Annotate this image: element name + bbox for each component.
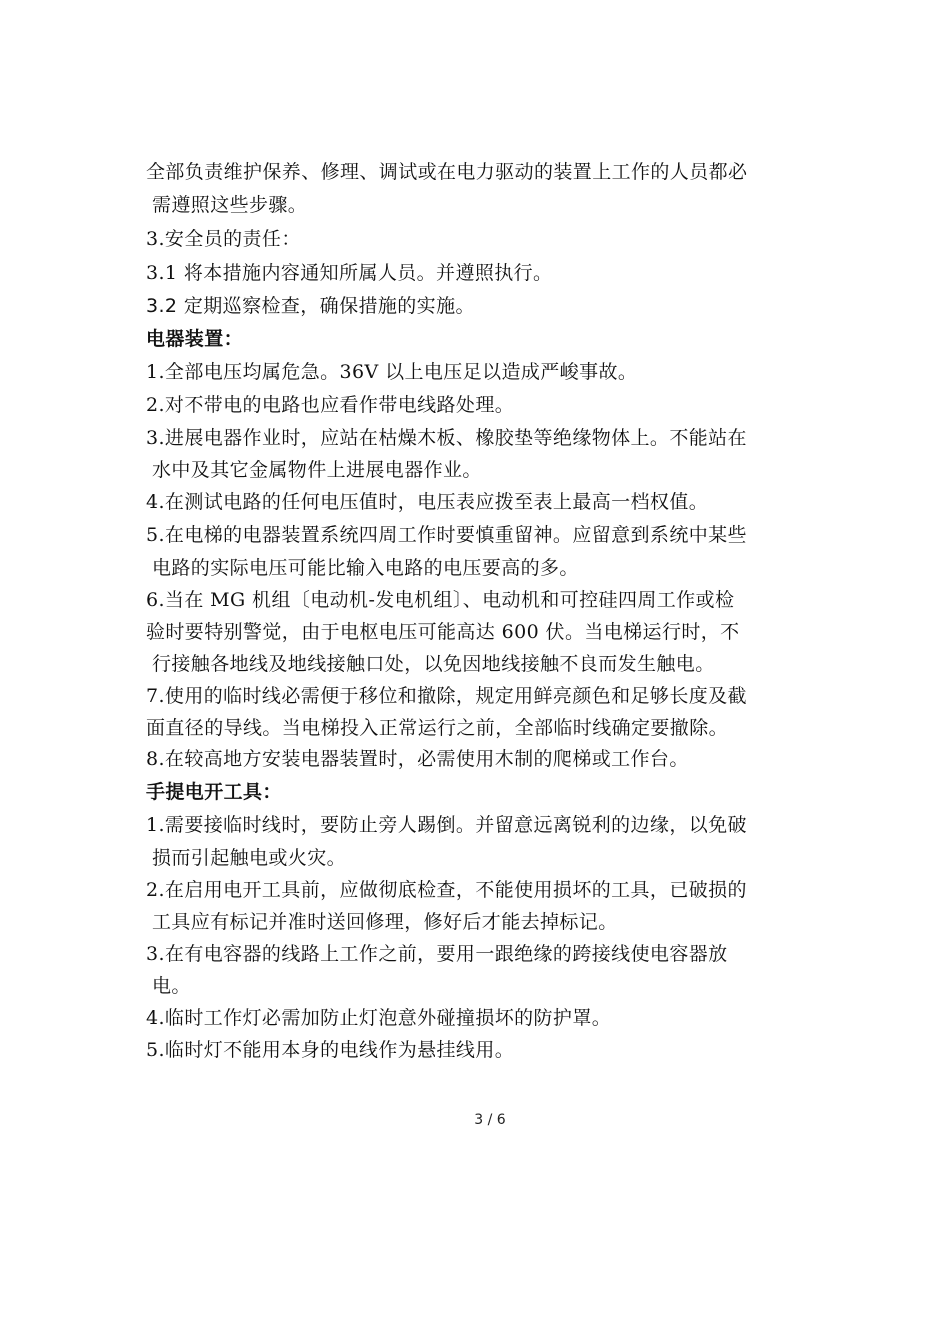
- electrical-item: 4.在测试电路的任何电压值时，电压表应拨至表上最高一档权值。: [146, 491, 709, 513]
- electrical-item: 1.全部电压均属危急。36V 以上电压足以造成严峻事故。: [146, 361, 638, 383]
- tools-heading: 手提电开工具：: [146, 781, 282, 803]
- tools-item-continuation: 工具应有标记并准时送回修理，修好后才能去掉标记。: [152, 911, 618, 933]
- tools-item: 3.在有电容器的线路上工作之前，要用一跟绝缘的跨接线使电容器放: [146, 943, 728, 965]
- electrical-item: 2.对不带电的电路也应看作带电线路处理。: [146, 394, 515, 416]
- electrical-heading: 电器装置：: [146, 328, 244, 350]
- safety-officer-title: 3.安全员的责任：: [146, 228, 301, 250]
- electrical-item-continuation: 水中及其它金属物件上进展电器作业。: [152, 459, 482, 481]
- electrical-item: 5.在电梯的电器装置系统四周工作时要慎重留神。应留意到系统中某些: [146, 524, 747, 546]
- intro-line-2: 需遵照这些步骤。: [152, 194, 308, 216]
- electrical-item: 7.使用的临时线必需便于移位和撤除，规定用鲜亮颜色和足够长度及截: [146, 685, 747, 707]
- electrical-item: 8.在较高地方安装电器装置时，必需使用木制的爬梯或工作台。: [146, 748, 689, 770]
- electrical-item-continuation: 行接触各地线及地线接触口处，以免因地线接触不良而发生触电。: [152, 653, 715, 675]
- electrical-item: 3.进展电器作业时，应站在枯燥木板、橡胶垫等绝缘物体上。不能站在: [146, 427, 747, 449]
- tools-item-continuation: 损而引起触电或火灾。: [152, 847, 347, 869]
- page-number: 3 / 6: [474, 1112, 506, 1128]
- tools-item: 5.临时灯不能用本身的电线作为悬挂线用。: [146, 1039, 515, 1061]
- safety-item-1: 3.1 将本措施内容通知所属人员。并遵照执行。: [146, 262, 553, 284]
- tools-item: 2.在启用电开工具前，应做彻底检查，不能使用损坏的工具，已破损的: [146, 879, 747, 901]
- safety-item-2-text: 定期巡察检查，确保措施的实施。: [183, 295, 475, 317]
- safety-item-2-number: 3.2: [146, 295, 178, 317]
- electrical-item-continuation: 验时要特别警觉，由于电枢电压可能高达 600 伏。当电梯运行时，不: [146, 621, 740, 643]
- tools-item: 4.临时工作灯必需加防止灯泡意外碰撞损坏的防护罩。: [146, 1007, 612, 1029]
- intro-line-1: 全部负责维护保养、修理、调试或在电力驱动的装置上工作的人员都必: [146, 161, 748, 183]
- electrical-item-continuation: 面直径的导线。当电梯投入正常运行之前，全部临时线确定要撤除。: [146, 717, 729, 739]
- electrical-item: 6.当在 MG 机组〔电动机-发电机组〕、电动机和可控硅四周工作或检: [146, 589, 735, 611]
- safety-item-2: [146, 293, 475, 319]
- electrical-item-continuation: 电路的实际电压可能比输入电路的电压要高的多。: [152, 557, 579, 579]
- tools-item-continuation: 电。: [152, 975, 191, 997]
- tools-item: 1.需要接临时线时，要防止旁人踢倒。并留意远离锐利的边缘，以免破: [146, 814, 747, 836]
